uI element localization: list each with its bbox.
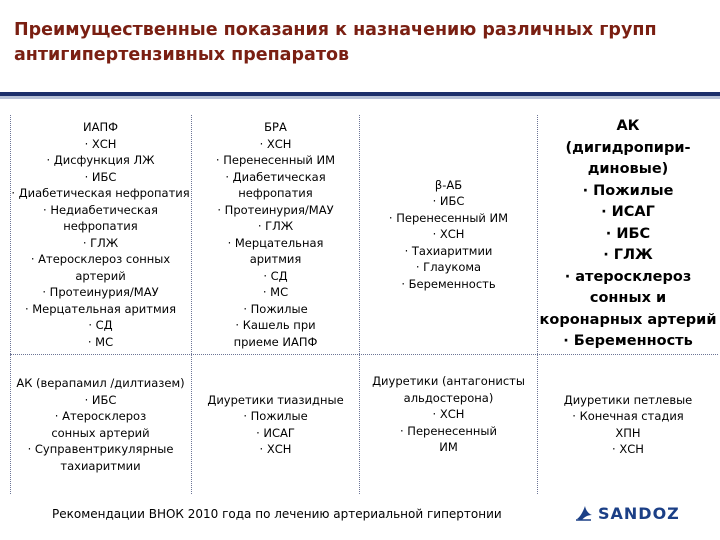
cell-line: · Протеинурия/МАУ [42,285,159,299]
slide-title-line-1: Преимущественные показания к назначению различных групп [14,20,657,40]
cell-line: артерий [75,268,126,283]
cell-line: · Перенесенный ИМ [215,153,336,167]
cell-line: · ИБС [432,194,465,209]
cell-line: сонных и [589,290,667,307]
cell-line: ХПН [615,425,641,440]
cell-line: · Беременность [563,333,693,350]
title-divider-shadow [0,96,720,99]
cell-bra [192,115,359,354]
cell-line: альдостерона) [403,390,494,405]
cell-lines [11,119,189,350]
sandoz-leaf-icon [574,504,594,522]
cell-line: · СД [88,318,113,332]
cell-line: аритмия [249,252,302,266]
cell-line: · ХСН [432,407,465,421]
indications-table [10,115,718,494]
cell-line: · Диабетическая [225,169,326,184]
cell-lines [372,373,525,456]
cell-line: · Конечная стадия [572,409,684,423]
cell-line: · ИБС [605,225,651,242]
cell-line: · ИБС [84,392,117,407]
cell-line: · ГЛЖ [257,219,294,233]
cell-line: · ИСАГ [256,425,295,440]
cell-line: · МС [87,334,114,349]
cell-line: · ИБС [84,169,117,184]
cell-line: сонных артерий [51,425,150,440]
cell-lines [564,392,693,458]
cell-line: · Атеросклероз сонных [30,252,171,266]
cell-line: нефропатия [63,219,138,233]
cell-ak-dihydropyridine [538,115,718,354]
cell-line: · Недиабетическая [43,202,158,217]
cell-line: · Протеинурия/МАУ [217,202,334,217]
slide-title [14,18,704,68]
cell-line: · Атеросклероз [54,409,147,423]
cell-lines [16,375,184,474]
logo-wordmark: SANDOZ [598,503,680,523]
cell-line: · Диабетическая нефропатия [11,186,190,200]
cell-line: · СД [263,268,288,283]
cell-line: · ХСН [259,442,292,456]
cell-line: · Перенесенный [399,423,497,438]
cell-line: · Перенесенный ИМ [388,210,509,225]
cell-line: · Пожилые [582,182,674,199]
cell-line: БРА [264,120,287,134]
cell-line: тахиаритмии [60,458,141,473]
cell-line: · ХСН [259,136,292,151]
cell-line: Диуретики петлевые [563,392,693,407]
cell-line: · Мерцательная [227,235,324,250]
cell-lines [540,116,717,353]
cell-lines [216,119,335,350]
cell-diuretics-aldosterone [360,355,537,494]
cell-line: · Кашель при [235,318,316,332]
cell-line: Диуретики (антагонисты [372,374,525,388]
cell-line: β-АБ [434,177,463,192]
cell-line: · Пожилые [243,409,308,423]
cell-line: · Тахиаритмии [404,243,493,258]
cell-ak-verapamil [10,355,191,494]
cell-line: · Глаукома [415,260,482,275]
source-footnote: Рекомендации ВНОК 2010 года по лечению артериальной гипертонии [52,507,502,521]
cell-diuretics-thiazide [192,355,359,494]
cell-line: коронарных артерий [539,311,717,328]
cell-lines [207,392,343,458]
cell-line: ИМ [439,440,458,454]
cell-line: · ГЛЖ [82,235,119,250]
cell-line: диновые) [587,161,669,178]
cell-line: · ГЛЖ [603,247,653,264]
cell-line: · атеросклероз [564,268,692,285]
cell-line: · ХСН [432,227,465,242]
cell-line: ИАПФ [82,120,119,134]
cell-line: · Дисфункция ЛЖ [46,153,155,167]
cell-diuretics-loop [538,355,718,494]
cell-line: · Пожилые [243,301,308,316]
cell-line: приеме ИАПФ [233,334,318,349]
cell-line: · Суправентрикулярные [27,442,174,456]
cell-beta-ab [360,115,537,354]
cell-line: · ХСН [612,442,644,456]
cell-lines [389,177,508,293]
slide-title-line-2: антигипертензивных препаратов [14,45,350,65]
cell-line: · ХСН [84,136,117,151]
cell-line: · Беременность [401,276,496,291]
cell-line: нефропатия [238,186,313,200]
sandoz-logo [574,503,684,523]
cell-line: Диуретики тиазидные [207,392,344,407]
cell-line: АК [616,118,640,135]
cell-line: · Мерцательная аритмия [24,301,177,316]
cell-line: АК (верапамил /дилтиазем) [16,376,185,390]
cell-iapf [10,115,191,354]
cell-line: · МС [262,285,289,299]
cell-line: · ИСАГ [601,204,655,221]
cell-line: (дигидропири- [565,139,691,156]
